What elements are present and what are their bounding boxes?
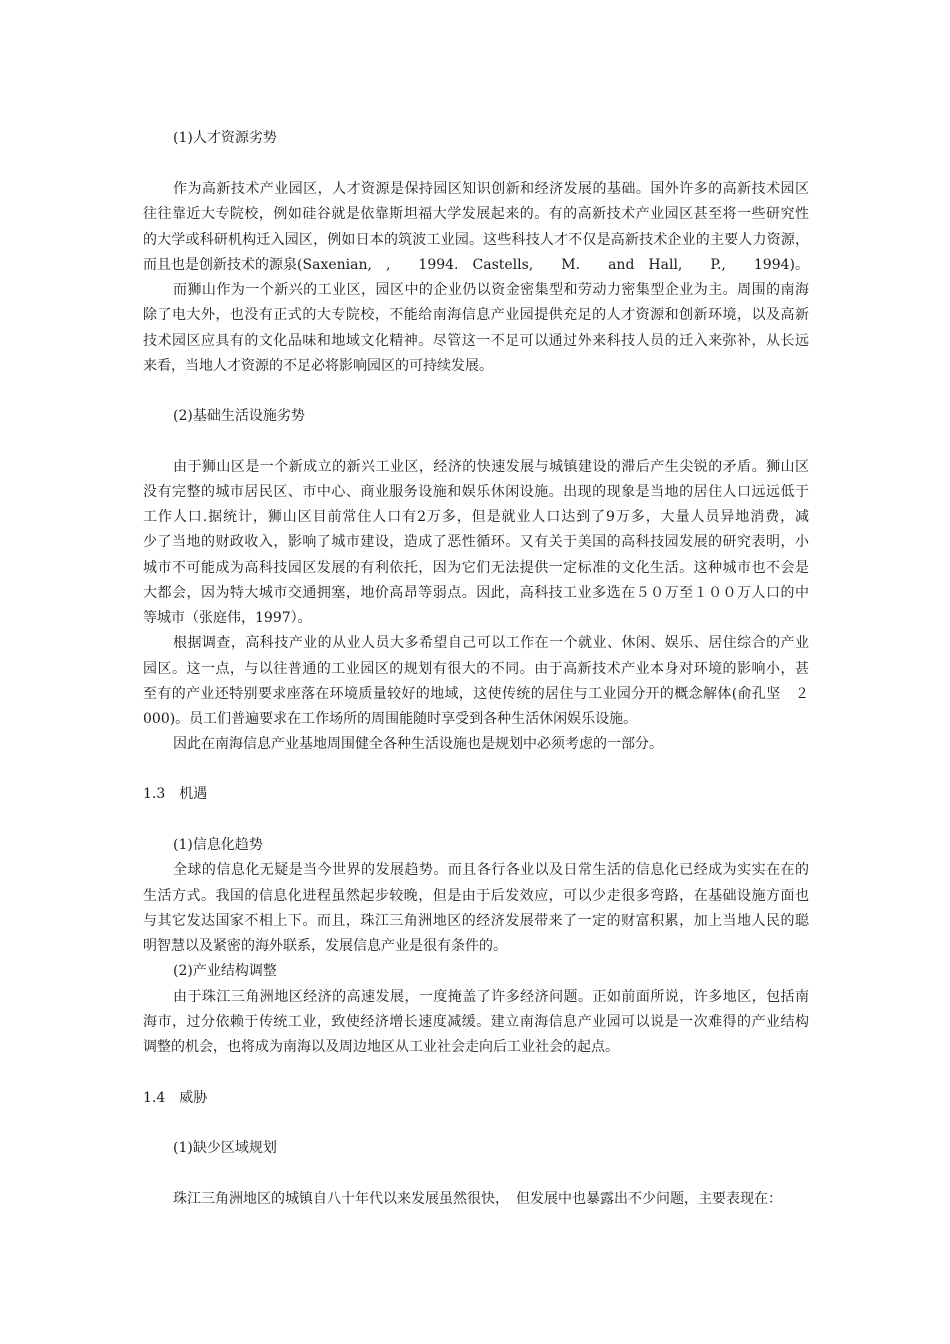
section-heading: 1.4 威胁	[143, 1090, 208, 1106]
subsection-heading: (2)产业结构调整	[173, 963, 277, 979]
paragraph-line: 大都会，因为特大城市交通拥塞，地价高昂等弱点。因此，高科技工业多选在５０万至１００万人口的中	[143, 585, 809, 601]
paragraph-line: 由于狮山区是一个新成立的新兴工业区，经济的快速发展与城镇建设的滞后产生尖锐的矛盾。狮山区	[173, 459, 809, 475]
section-heading: (2)基础生活设施劣势	[173, 408, 305, 424]
paragraph-line: 由于珠江三角洲地区经济的高速发展，一度掩盖了许多经济问题。正如前面所说，许多地区，包括南	[173, 989, 809, 1005]
paragraph-line: 海市，过分依赖于传统工业，致使经济增长速度减缓。建立南海信息产业园可以说是一次难得的产业结构	[143, 1014, 809, 1030]
paragraph-line: 珠江三角洲地区的城镇自八十年代以来发展虽然很快， 但发展中也暴露出不少问题，主要表现在：	[173, 1191, 782, 1207]
paragraph-line: 技术园区应具有的文化品味和地域文化精神。尽管这一不足可以通过外来科技人员的迁入来弥补，从长远	[143, 333, 809, 349]
paragraph-line: 往往靠近大专院校，例如硅谷就是依靠斯坦福大学发展起来的。有的高新技术产业园区甚至将一些研究性	[143, 206, 809, 222]
paragraph-line: 全球的信息化无疑是当今世界的发展趋势。而且各行各业以及日常生活的信息化已经成为实实在在的	[173, 862, 809, 878]
paragraph-line: 来看，当地人才资源的不足必将影响园区的可持续发展。	[143, 358, 493, 374]
paragraph-line: 园区。这一点，与以往普通的工业园区的规划有很大的不同。由于高新技术产业本身对环境的影响小，甚	[143, 661, 809, 677]
paragraph-line: 除了电大外，也没有正式的大专院校，不能给南海信息产业园提供充足的人才资源和创新环境，以及高新	[143, 307, 809, 323]
paragraph-line: 因此在南海信息产业基地周围健全各种生活设施也是规划中必须考虑的一部分。	[173, 736, 663, 752]
paragraph-line: 生活方式。我国的信息化进程虽然起步较晚，但是由于后发效应，可以少走很多弯路，在基础设施方面也	[143, 888, 809, 904]
paragraph-line: 至有的产业还特别要求座落在环境质量较好的地域，这使传统的居住与工业园分开的概念解体(俞孔坚 ２	[143, 686, 809, 702]
paragraph-line: 而且也是创新技术的源泉(Saxenian, , 1994. Castells, M. and Hall, P., 1994)。	[143, 257, 809, 273]
subsection-heading: (1)信息化趋势	[173, 837, 263, 853]
paragraph-line: 调整的机会，也将成为南海以及周边地区从工业社会走向后工业社会的起点。	[143, 1039, 619, 1055]
paragraph-line: 而狮山作为一个新兴的工业区，园区中的企业仍以资金密集型和劳动力密集型企业为主。周围的南海	[173, 282, 809, 298]
paragraph-line: 与其它发达国家不相上下。而且，珠江三角洲地区的经济发展带来了一定的财富积累，加上当地人民的聪	[143, 913, 809, 929]
paragraph-line: 根据调查，高科技产业的从业人员大多希望自己可以工作在一个就业、休闲、娱乐、居住综合的产业	[173, 635, 809, 651]
paragraph-line: 城市不可能成为高科技园区发展的有利依托，因为它们无法提供一定标准的文化生活。这种城市也不会是	[143, 560, 809, 576]
subsection-heading: (1)缺少区域规划	[173, 1140, 277, 1156]
paragraph-line: 等城市（张庭伟，1997）。	[143, 610, 312, 626]
paragraph-line: 作为高新技术产业园区，人才资源是保持园区知识创新和经济发展的基础。国外许多的高新技术园区	[173, 181, 809, 197]
paragraph-line: 明智慧以及紧密的海外联系，发展信息产业是很有条件的。	[143, 938, 507, 954]
paragraph-line: 少了当地的财政收入，影响了城市建设，造成了恶性循环。又有关于美国的高科技园发展的研究表明，小	[143, 534, 809, 550]
paragraph-line: 000)。员工们普遍要求在工作场所的周围能随时享受到各种生活休闲娱乐设施。	[143, 711, 638, 727]
section-heading: (1)人才资源劣势	[173, 130, 277, 146]
paragraph-line: 工作人口.据统计，狮山区目前常住人口有2万多，但是就业人口达到了9万多，大量人员异地消费，减	[143, 509, 809, 525]
paragraph-line: 的大学或科研机构迁入园区，例如日本的筑波工业园。这些科技人才不仅是高新技术企业的主要人力资源，	[143, 232, 809, 248]
paragraph-line: 没有完整的城市居民区、市中心、商业服务设施和娱乐休闲设施。出现的现象是当地的居住人口远远低于	[143, 484, 809, 500]
section-heading: 1.3 机遇	[143, 786, 208, 802]
